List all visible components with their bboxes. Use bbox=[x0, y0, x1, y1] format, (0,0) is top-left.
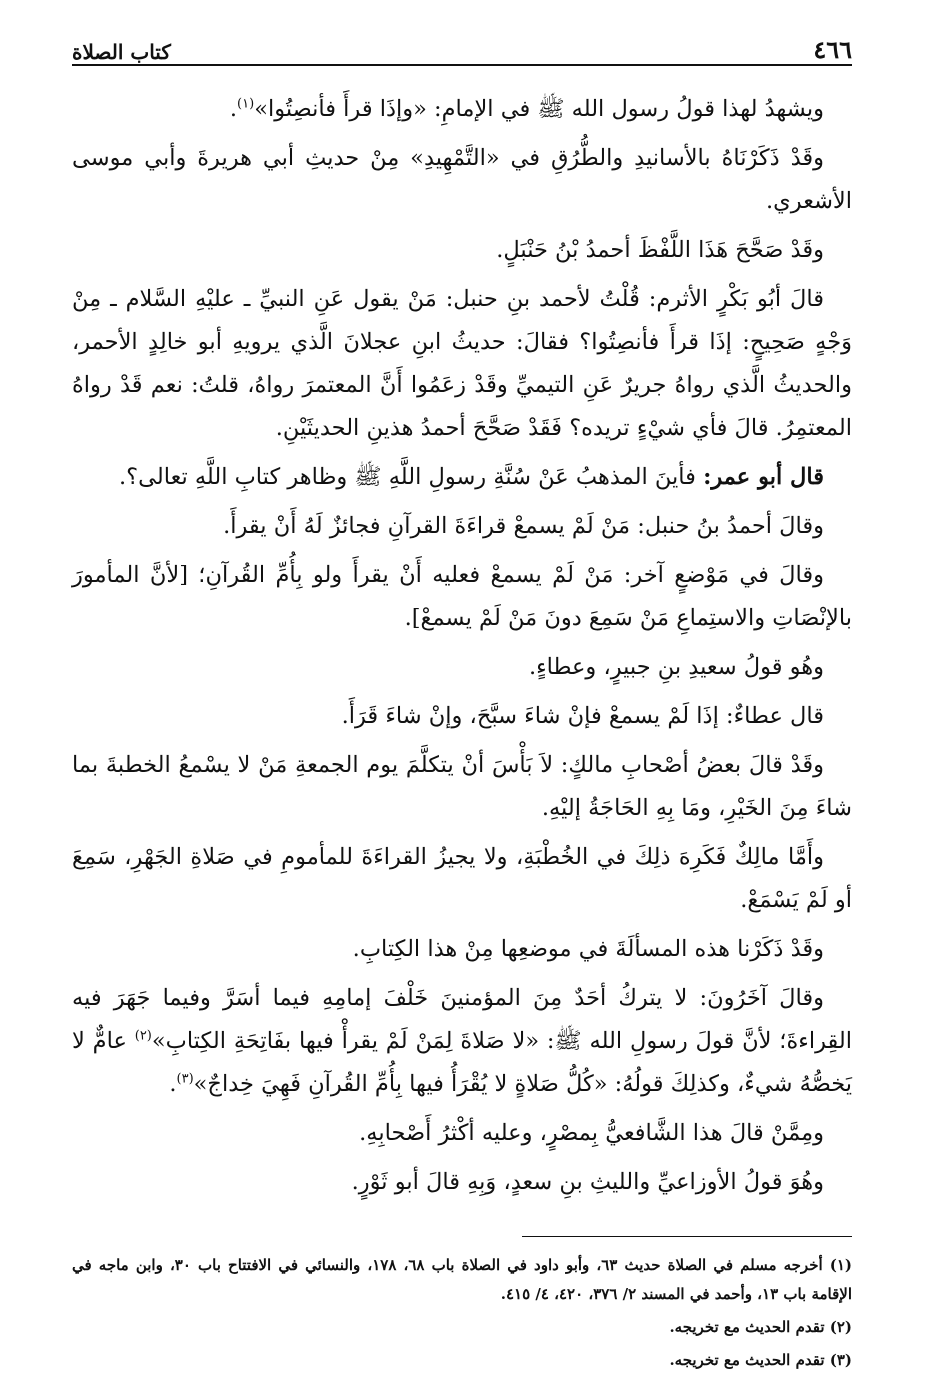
paragraph: وقالَ في مَوْضعٍ آخر: مَنْ لَمْ يسمعْ فعليه أَنْ يقرأَ ولو بِأُمِّ القُرآنِ؛ [لأنَّ المأمورَ بالإنْصَاتِ والاستِماعِ مَنْ سَمِعَ دونَ مَنْ لَمْ يسمعْ]. bbox=[72, 562, 852, 631]
paragraph: وقالَ آخَرُونَ: لا يتركُ أحَدٌ مِنَ المؤمنينَ خَلْفَ إمامِهِ فيما أسَرَّ وفيما جَهَرَ فيه القِراءةَ؛ لأنَّ قولَ رسولِ الله ﷺ: «لا صَلاةَ لِمَنْ لَمْ يقرأْ فيها بفَاتِحَةِ الكِتابِ»$^{(٢)}$ عامٌّ لا يَخصُّهُ شيءٌ، وكذلِكَ قولُهُ: «كُلُّ صَلاةٍ لا يُقْرَأُ فيها بِأُمِّ القُرآنِ فَهِيَ خِداجٌ»$^{(٣)}$. bbox=[72, 985, 852, 1097]
speaker-lead: قال أبو عمر: bbox=[703, 464, 824, 490]
paragraph: قال أبو عمر: فأينَ المذهبُ عَنْ سُنَّةِ رسولِ اللَّهِ ﷺ وظاهر كتابِ اللَّهِ تعالى؟. bbox=[119, 464, 824, 490]
page bbox=[72, 28, 852, 1379]
paragraph: وهُو قولُ سعيدِ بنِ جبيرٍ، وعطاءٍ. bbox=[528, 654, 824, 680]
paragraph: وهُوَ قولُ الأوزاعيِّ والليثِ بنِ سعدٍ، وَبِهِ قالَ أبو ثَوْرٍ. bbox=[351, 1169, 824, 1195]
footnote-separator bbox=[522, 1236, 852, 1237]
paragraph: وقالَ أحمدُ بنُ حنبل: مَنْ لَمْ يسمعْ قراءَةَ القرآنِ فجائزٌ لَهُ أَنْ يقرأَ. bbox=[223, 513, 824, 539]
paragraph: وقَدْ ذَكَرْنا هذه المسألَةَ في موضعِها مِنْ هذا الكِتابِ. bbox=[352, 936, 824, 962]
footnote-ref: (٣) bbox=[176, 1071, 194, 1087]
footnotes bbox=[72, 1251, 852, 1375]
paragraph: ويشهدُ لهذا قولُ رسول الله ﷺ في الإمامِ: «وإذَا قرأَ فأنصِتُوا»$^{(١)}$. bbox=[229, 96, 824, 122]
book-title: كتاب الصلاة bbox=[72, 40, 171, 64]
paragraph: ومِمَّنْ قالَ هذا الشَّافعيُّ بِمصْرٍ، وعليه أكْثرُ أَصْحابِهِ. bbox=[359, 1120, 824, 1146]
paragraph: وقَدْ ذَكَرْنَاهُ بالأسانيدِ والطُّرُقِ في «التَّمْهِيدِ» مِنْ حديثِ أبي هريرةَ وأبي موسى الأشعري. bbox=[72, 145, 852, 214]
footnote: (١) أخرجه مسلم في الصلاة حديث ٦٣، وأبو داود في الصلاة باب ٦٨، ١٧٨، والنسائي في الافتتاح باب ٣٠، وابن ماجه في الإقامة باب ١٣، وأحمد في المسند ٢/ ٣٧٦، ٤٢٠، ٤/ ٤١٥. bbox=[72, 1256, 853, 1303]
running-header bbox=[72, 28, 852, 66]
footnote-ref: (١) bbox=[237, 96, 255, 112]
page-number: ٤٦٦ bbox=[813, 35, 852, 64]
main-text bbox=[72, 88, 852, 1204]
paragraph: وأَمَّا مالِكٌ فَكَرِهَ ذلِكَ في الخُطْبَةِ، ولا يجيزُ القراءَةَ للمأمومِ في صَلاةِ الجَهْرِ، سَمِعَ أو لَمْ يَسْمَعْ. bbox=[72, 844, 852, 913]
footnote: (٣) تقدم الحديث مع تخريجه. bbox=[669, 1351, 852, 1369]
paragraph: قالَ أبُو بَكْرٍ الأثرم: قُلْتُ لأحمد بنِ حنبل: مَنْ يقول عَنِ النبيِّ ـ عليْهِ السَّلام ـ مِنْ وَجْهٍ صَحِيحٍ: إذَا قرأَ فأنصِتُوا؟ فقالَ: حديثُ ابنِ عجلانَ الَّذي يرويهِ أبو خالِدٍ الأحمر، والحديثُ الَّذي رواهُ جريرٌ عَنِ التيميِّ وقَدْ زعَمُوا أَنَّ المعتمرَ رواهُ، قلتُ: نعم قَدْ رواهُ المعتمِرُ. قالَ فأي شيْءٍ تريده؟ فَقَدْ صَحَّحَ أحمدُ هذينِ الحديثَيْنِ. bbox=[72, 286, 852, 441]
paragraph: قال عطاءٌ: إذَا لَمْ يسمعْ فإنْ شاءَ سبَّحَ، وإنْ شاءَ قَرَأَ. bbox=[341, 703, 824, 729]
footnote: (٢) تقدم الحديث مع تخريجه. bbox=[669, 1318, 852, 1336]
paragraph: وقَدْ صَحَّحَ هَذَا اللَّفْظَ أحمدُ بْنُ حَنْبَلٍ. bbox=[496, 237, 824, 263]
paragraph: وقَدْ قالَ بعضُ أصْحابِ مالكٍ: لاَ بَأْسَ أنْ يتكلَّمَ يوم الجمعةِ مَنْ لا يسْمعُ الخطبةَ بما شاءَ مِنَ الخَيْرِ، ومَا بِهِ الحَاجَةُ إليْهِ. bbox=[72, 752, 852, 821]
footnote-ref: (٢) bbox=[134, 1028, 152, 1044]
